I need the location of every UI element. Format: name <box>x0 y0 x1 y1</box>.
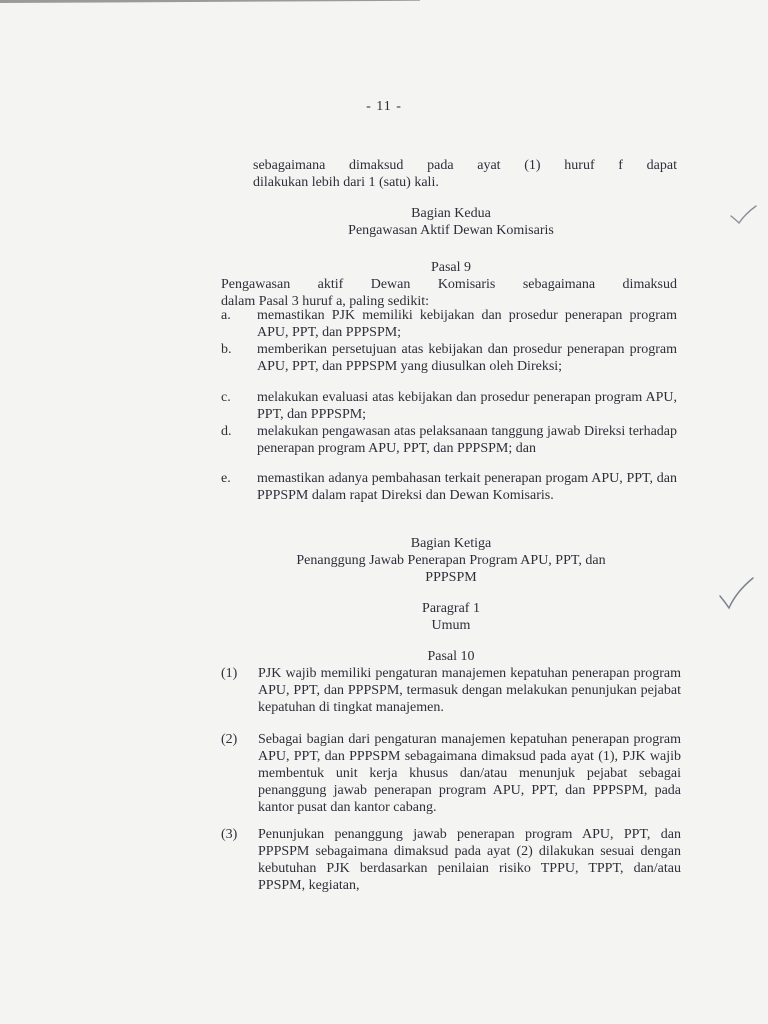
paragraph-heading: Paragraf 1 <box>422 601 480 616</box>
list-item <box>221 731 681 833</box>
list-item-label: (3) <box>221 827 238 842</box>
paragraph-subheading: Umum <box>431 618 471 633</box>
list-item-text: memastikan adanya pembahasan terkait penerapan progam APU, PPT, dan PPPSPM dalam rapat Direksi dan Dewan Komisaris. <box>257 471 677 503</box>
article-intro-line-2: dalam Pasal 3 huruf a, paling sedikit: <box>221 294 430 309</box>
list-item-text: PJK wajib memiliki pengaturan manajemen kepatuhan penerapan program APU, PPT, dan PPPSPM, termasuk dengan melakukan penunjukan pejabat kepatuhan di tingkat manajemen. <box>258 666 681 715</box>
list-item-label: a. <box>221 308 231 323</box>
list-item <box>221 470 677 521</box>
checkmark-icon <box>716 576 756 612</box>
article-heading: Pasal 10 <box>427 649 475 664</box>
section-title: Bagian Ketiga <box>410 536 492 551</box>
list-item-text: melakukan pengawasan atas pelaksanaan tanggung jawab Direksi terhadap penerapan program APU, PPT, dan PPPSPM; dan <box>257 424 677 456</box>
list-item <box>221 389 677 423</box>
checkmark-icon <box>728 204 758 226</box>
list-item <box>221 307 677 341</box>
article-intro-line-1: Pengawasan aktif Dewan Komisaris sebagaimana dimaksud <box>221 277 677 292</box>
list-item <box>221 826 681 894</box>
list-item-text: melakukan evaluasi atas kebijakan dan prosedur penerapan program APU, PPT, dan PPPSPM; <box>257 390 677 422</box>
list-item-label: c. <box>221 390 231 405</box>
section-title: Bagian Kedua <box>411 206 491 221</box>
page-number: - 11 - <box>366 99 402 114</box>
list-item <box>221 423 677 474</box>
list-item-label: d. <box>221 424 232 439</box>
list-item <box>221 665 681 733</box>
list-item-label: (1) <box>221 666 238 681</box>
carryover-line-2: dilakukan lebih dari 1 (satu) kali. <box>253 175 439 190</box>
list-item-text: Penunjukan penanggung jawab penerapan program APU, PPT, dan PPPSPM sebagaimana dimaksud pada ayat (2) dilakukan sesuai dengan kebutuhan PJK berdasarkan penilaian risiko TPPU, TPPT, dan/atau PPSPM, kegiatan, <box>258 827 681 893</box>
list-item <box>221 341 677 392</box>
section-subtitle-line-1: Penanggung Jawab Penerapan Program APU, PPT, dan <box>296 553 606 568</box>
list-item-label: e. <box>221 471 231 486</box>
article-heading: Pasal 9 <box>430 260 472 275</box>
list-item-text: Sebagai bagian dari pengaturan manajemen kepatuhan penerapan program APU, PPT, dan PPPSPM sebagaimana dimaksud pada ayat (1), PJK wajib membentuk unit kerja khusus dan/atau menunjuk pejabat sebagai penanggung jawab penerapan program APU, PPT, dan PPPSPM, pada kantor pusat dan kantor cabang. <box>258 732 681 815</box>
section-subtitle: Pengawasan Aktif Dewan Komisaris <box>348 223 554 238</box>
scan-edge-line <box>0 0 420 3</box>
list-item-text: memastikan PJK memiliki kebijakan dan prosedur penerapan program APU, PPT, dan PPPSPM; <box>257 308 677 340</box>
list-item-label: (2) <box>221 732 238 747</box>
section-subtitle-line-2: PPPSPM <box>425 570 477 585</box>
carryover-line-1: sebagaimana dimaksud pada ayat (1) huruf f dapat <box>253 158 677 173</box>
list-item-text: memberikan persetujuan atas kebijakan dan prosedur penerapan program APU, PPT, dan PPPSPM yang diusulkan oleh Direksi; <box>257 342 677 374</box>
list-item-label: b. <box>221 342 232 357</box>
